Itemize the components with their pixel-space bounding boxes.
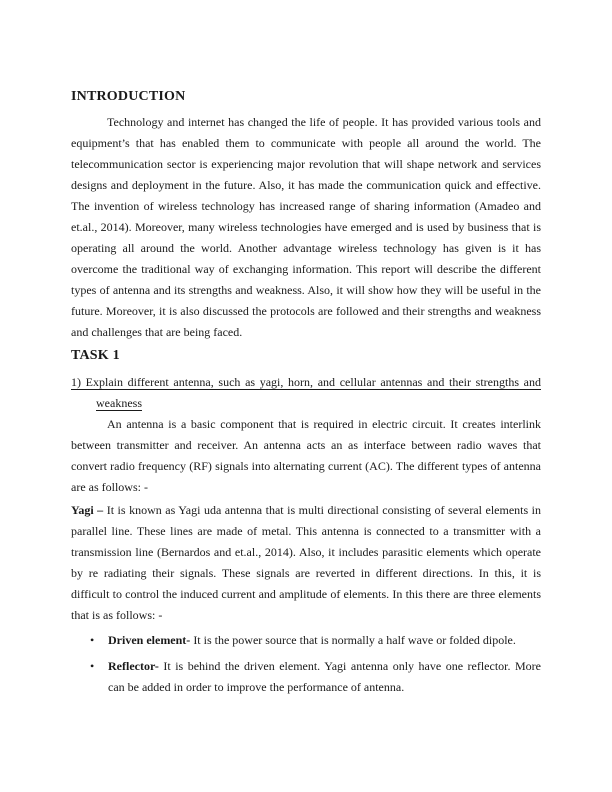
yagi-paragraph-text: It is known as Yagi uda antenna that is multi directional consisting of several elements in parallel line. These lines are made of metal. This antenna is connected to a transmitter with a transmission line (Bernardos and et.al., 2014). Also, it includes parasitic elements which operate by re radiating their signals. These signals are reverted in different directions. In this, it is difficult to control the induced current and amplitude of elements. In this there are three elements that is as follows: -: [71, 503, 541, 622]
reflector-label: Reflector-: [108, 659, 159, 673]
reflector-text: It is behind the driven element. Yagi antenna only have one reflector. More can be added in order to improve the performance of antenna.: [108, 659, 541, 694]
yagi-paragraph: [71, 500, 541, 626]
yagi-lead-label: Yagi –: [71, 503, 104, 517]
driven-element-text: It is the power source that is normally a half wave or folded dipole.: [190, 633, 516, 647]
list-item-reflector: [71, 656, 541, 698]
driven-element-label: Driven element-: [108, 633, 191, 647]
list-item-driven-element: [71, 630, 541, 651]
task1-question-heading: 1) Explain different antenna, such as yagi, horn, and cellular antennas and their strengths and weakness: [71, 375, 541, 410]
antenna-intro-paragraph: An antenna is a basic component that is required in electric circuit. It creates interlink between transmitter and receiver. An antenna acts an as interface between radio waves that convert radio frequency (RF) signals into alternating current (AC). The different types of antenna are as follows: -: [71, 417, 541, 494]
introduction-paragraph: Technology and internet has changed the life of people. It has provided various tools and equipment’s that has enabled them to communicate with people all around the world. The telecommunication sector is experiencing major revolution that will shape network and services designs and deployment in the future. Also, it has made the communication quick and effective. The invention of wireless technology has increased range of sharing information (Amadeo and et.al., 2014). Moreover, many wireless technologies have emerged and is used by business that is operating all around the world. Another advantage wireless technology has given is it has overcome the traditional way of exchanging information. This report will describe the different types of antenna and its strengths and weakness. Also, it will show how they will be useful in the future. Moreover, it is also discussed the protocols are followed and their strengths and weakness and challenges that are being faced.: [71, 115, 541, 339]
bullet-icon: •: [90, 633, 95, 647]
yagi-elements-list: [71, 630, 541, 698]
document-content: [71, 88, 541, 703]
bullet-icon: •: [90, 659, 95, 673]
task1-heading: TASK 1: [71, 348, 120, 363]
introduction-heading: INTRODUCTION: [71, 89, 186, 104]
